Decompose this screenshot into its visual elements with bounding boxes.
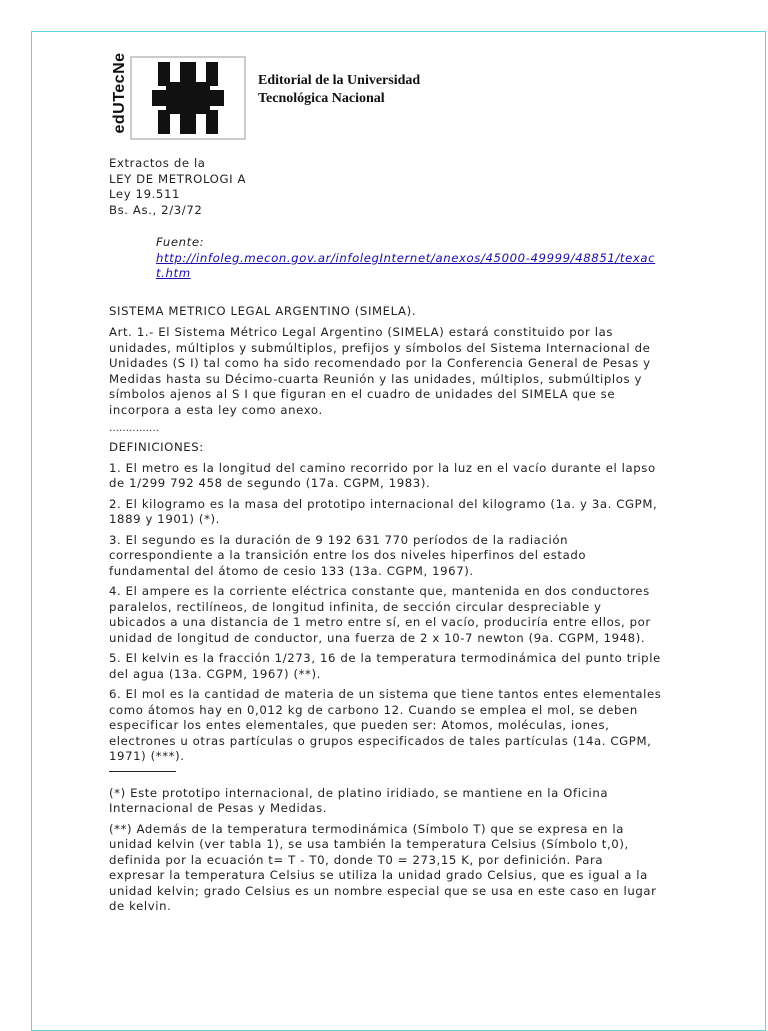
header-line-1: Extractos de la bbox=[109, 156, 206, 170]
document-header bbox=[109, 156, 662, 218]
source-block bbox=[156, 235, 662, 282]
definition-item: 2. El kilogramo es la masa del prototipo internacional del kilogramo (1a. y 3a. CGPM, 1889 y 1901) (*). bbox=[109, 496, 658, 526]
definition-item: 3. El segundo es la duración de 9 192 631 770 períodos de la radiación correspondiente a la transición entre los dos niveles hiperfinos del estado fundamental del átomo de cesio 133 (13a. CGPM, 1967). bbox=[109, 532, 587, 578]
section-title: SISTEMA METRICO LEGAL ARGENTINO (SIMELA). bbox=[109, 303, 417, 318]
footnote-item: (*) Este prototipo internacional, de platino iridiado, se mantiene en la Oficina Internacional de Pesas y Medidas. bbox=[109, 785, 609, 815]
ellipsis: …………… bbox=[109, 423, 159, 434]
header-line-3: Ley 19.511 bbox=[109, 187, 181, 201]
header-line-4: Bs. As., 2/3/72 bbox=[109, 202, 203, 217]
document-body bbox=[109, 156, 662, 920]
definition-item: 1. El metro es la longitud del camino recorrido por la luz en el vacío durante el lapso de 1/299 792 458 de segundo (17a. CGPM, 1983). bbox=[109, 460, 656, 490]
source-link[interactable]: http://infoleg.mecon.gov.ar/infolegInternet/anexos/45000-49999/48851/texact.htm bbox=[156, 250, 656, 280]
footnote-divider bbox=[109, 771, 176, 772]
publisher-line-1: Editorial de la Universidad bbox=[258, 73, 421, 88]
publisher-name bbox=[258, 72, 420, 108]
article-1: Art. 1.- El Sistema Métrico Legal Argentino (SIMELA) estará constituido por las unidades, múltiplos y submúltiplos, prefijos y símbolos del Sistema Internacional de Unidades (S I) tal como ha sido recomendado por la Conferencia General de Pesas y Medidas hasta su Décimo-cuarta Reunión y las unidades, múltiplos, submúltiplos y símbolos ajenos al S I que figuran en el cuadro de unidades del SIMELA que se incorpora a esta ley como anexo. bbox=[109, 325, 651, 417]
header-line-2: LEY DE METROLOGI A bbox=[109, 171, 247, 186]
publisher-line-2: Tecnológica Nacional bbox=[258, 91, 385, 106]
definitions-title: DEFINICIONES: bbox=[109, 440, 204, 454]
source-label: Fuente: bbox=[156, 235, 205, 249]
edutecne-logo bbox=[106, 52, 246, 140]
definition-item: 6. El mol es la cantidad de materia de un sistema que tiene tantos entes elementales como átomos hay en 0,012 kg de carbono 12. Cuando se emplea el mol, se deben especificar los entes elementales, que pueden ser: Atomos, moléculas, iones, electrones u otras partículas o grupos especificados de tales partículas (14a. CGPM, 1971) (***). bbox=[109, 687, 662, 763]
utn-emblem-icon bbox=[130, 56, 246, 140]
footnote-item: (**) Además de la temperatura termodinámica (Símbolo T) que se expresa en la unidad kelvin (ver tabla 1), se usa también la temperatura Celsius (Símbolo t,0), definida por la ecuación t= T - T0, donde T0 = 273,15 K, por definición. Para expresar la temperatura Celsius se utiliza la unidad grado Celsius, que es igual a la unidad kelvin; grado Celsius es un nombre especial que se usa en este caso en lugar de kelvin. bbox=[109, 821, 657, 913]
logo-wordmark: edUTecNe bbox=[111, 52, 128, 134]
definition-item: 4. El ampere es la corriente eléctrica constante que, mantenida en dos conductores paralelos, rectilíneos, de longitud infinita, de sección circular despreciable y ubicados a una distancia de 1 metro entre sí, en el vacío, produciría entre ellos, por unidad de longitud de conductor, una fuerza de 2 x 10-7 newton (9a. CGPM, 1948). bbox=[109, 584, 651, 645]
definition-item: 5. El kelvin es la fracción 1/273, 16 de la temperatura termodinámica del punto triple del agua (13a. CGPM, 1967) (**). bbox=[109, 651, 661, 681]
